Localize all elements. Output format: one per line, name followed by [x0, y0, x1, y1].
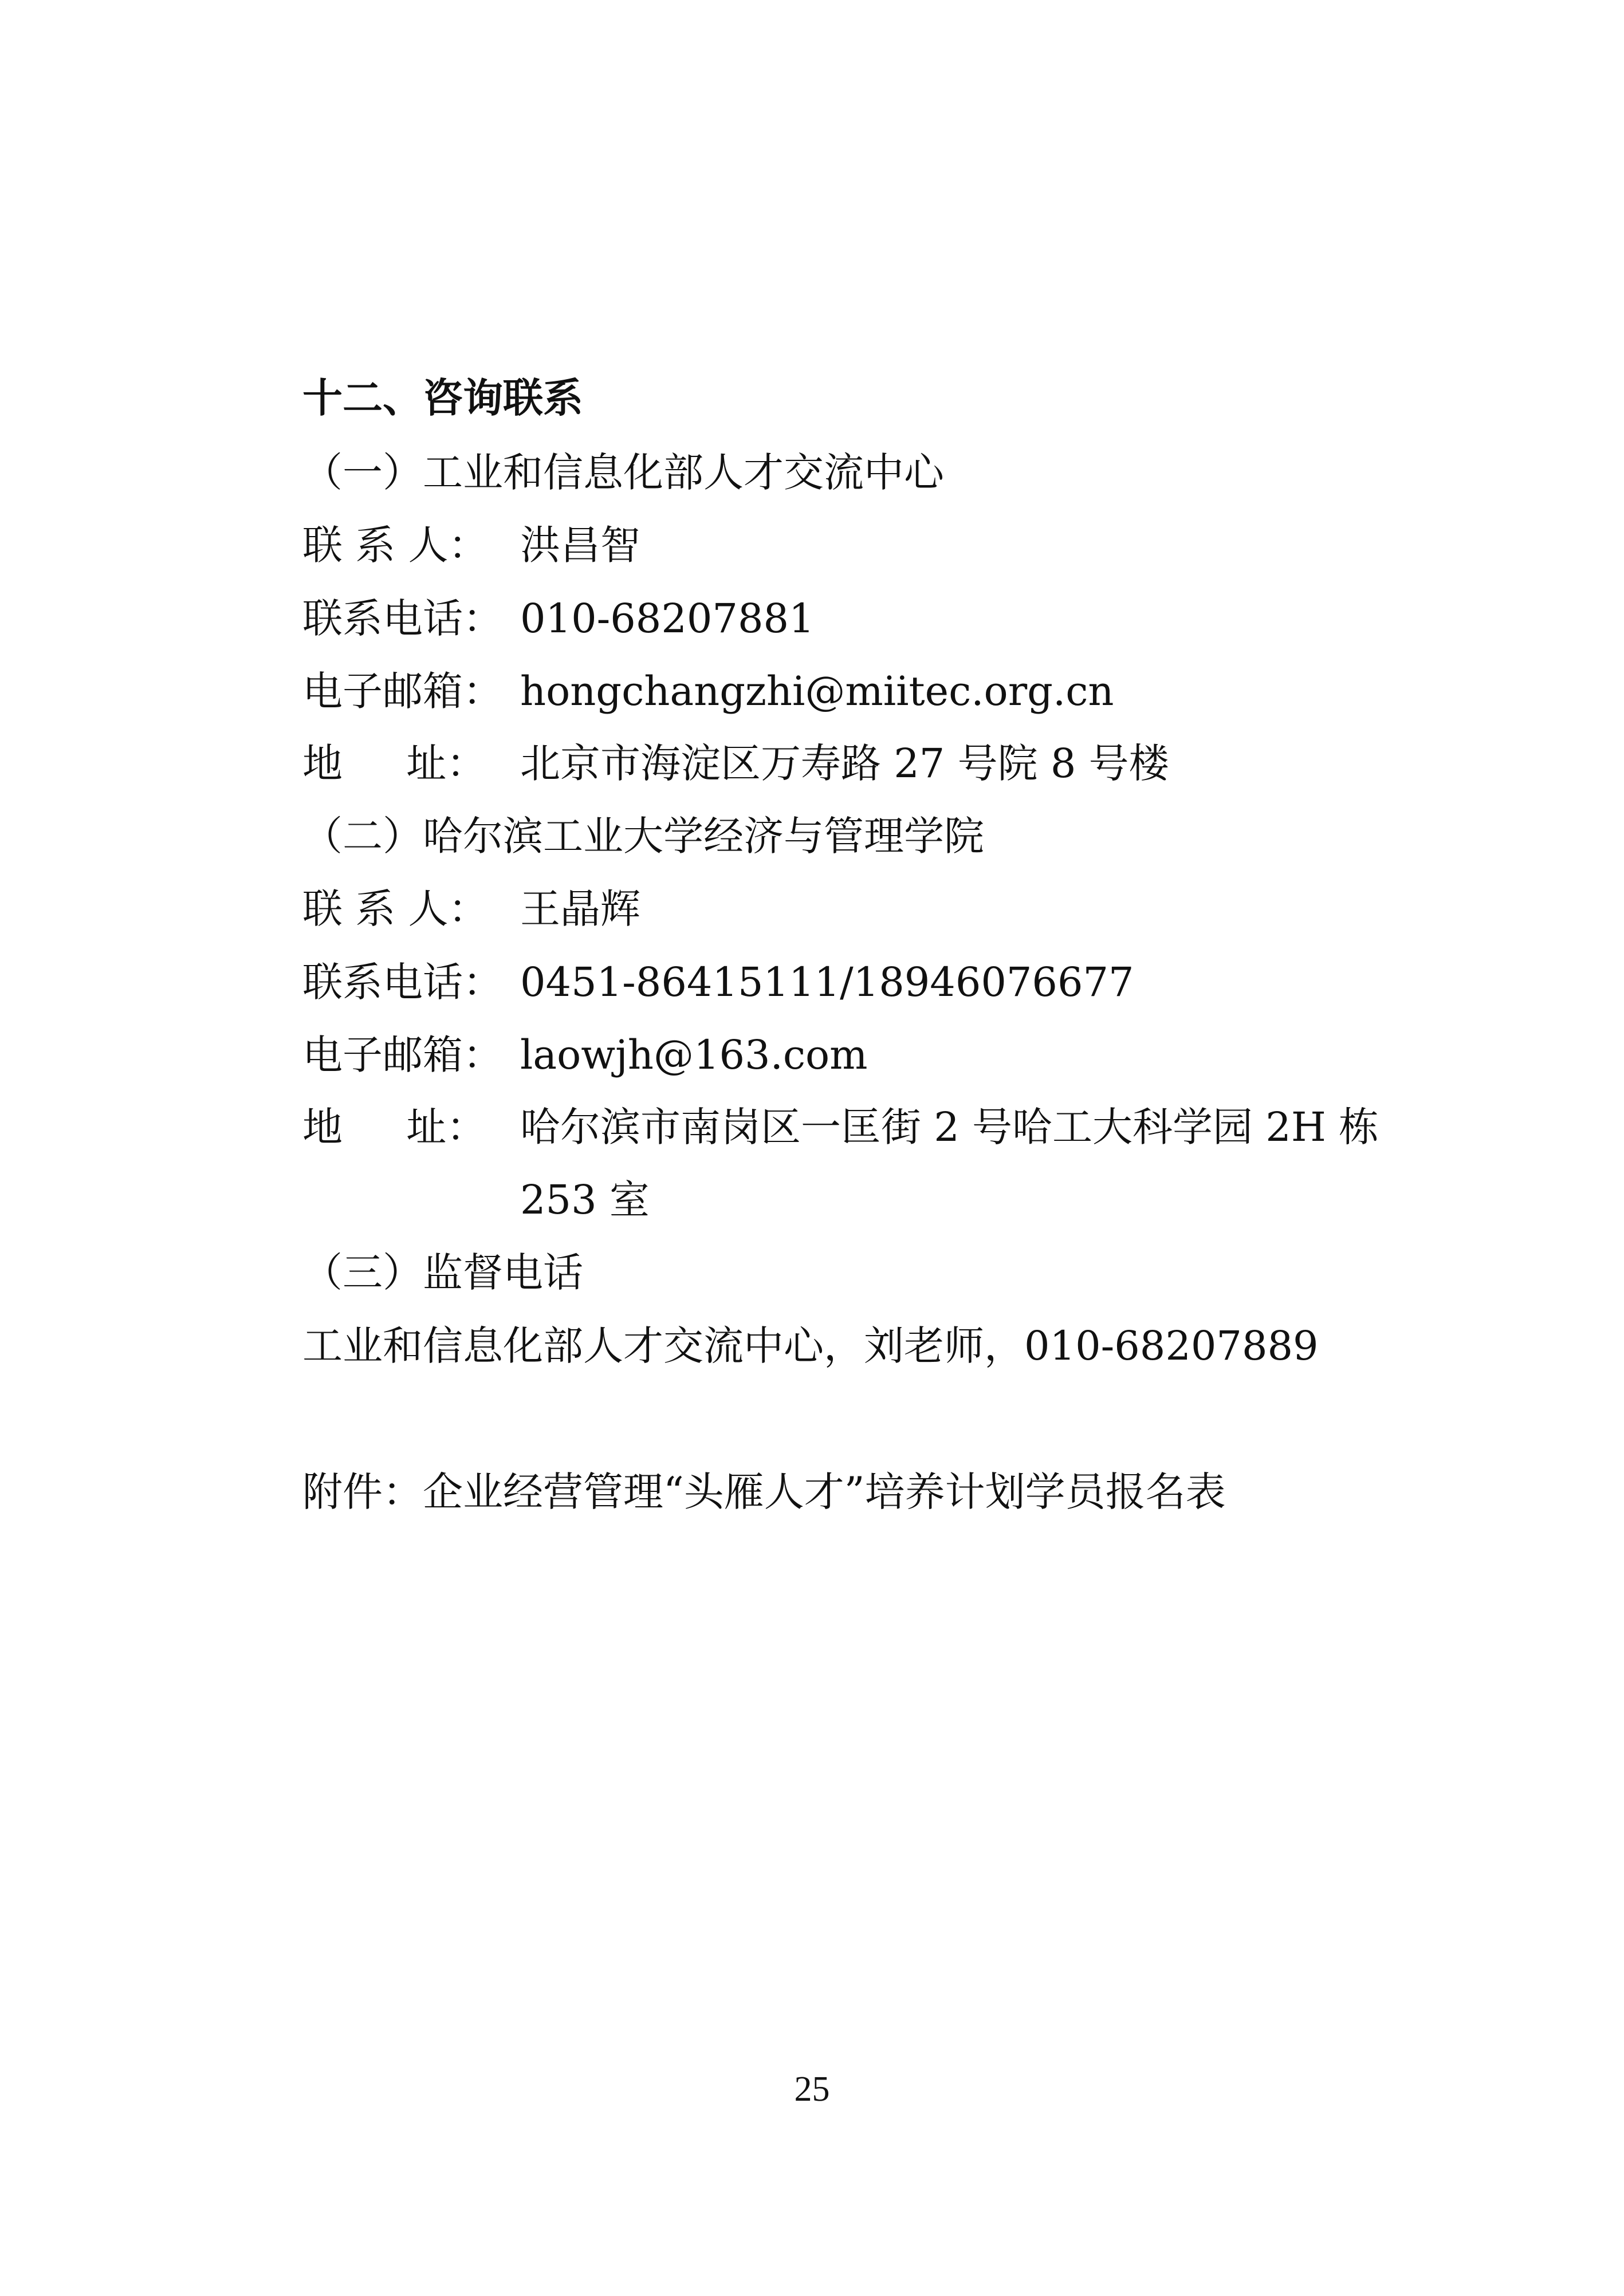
org2-phone-row: [302, 954, 1134, 1011]
attachment-note: 附件：企业经营管理“头雁人才”培养计划学员报名表: [302, 1468, 1226, 1515]
org2-contact-row: [302, 880, 640, 938]
org1-email-label: 电子邮箱：: [302, 668, 503, 715]
org1-contact-value: 洪昌智: [520, 522, 640, 569]
org2-contact-value: 王晶辉: [520, 885, 640, 932]
section-title: 十二、咨询联系: [302, 375, 583, 422]
org1-address-label: 地 址：: [302, 740, 487, 787]
org2-phone-value: 0451-86415111/18946076677: [520, 959, 1134, 1006]
org1-contact-label: 联 系 人：: [302, 522, 489, 569]
org2-address-label: 地 址：: [302, 1104, 487, 1151]
org2-contact-label: 联 系 人：: [302, 885, 489, 932]
org1-phone-label: 联系电话：: [302, 595, 503, 642]
org1-address-row: [302, 735, 1169, 792]
org1-heading: （一）工业和信息化部人才交流中心: [302, 449, 944, 496]
org1-email-row: [302, 663, 1114, 720]
page-number: 25: [794, 2070, 830, 2109]
supervision-heading: （三）监督电话: [302, 1249, 583, 1296]
org2-email-label: 电子邮箱：: [302, 1031, 503, 1078]
org2-address-value: 哈尔滨市南岗区一匡街 2 号哈工大科学园 2H 栋: [520, 1104, 1379, 1151]
org2-email-value: laowjh@163.com: [520, 1031, 868, 1078]
org2-address-continuation: 253 室: [520, 1176, 650, 1223]
org2-address-row: [302, 1098, 1379, 1156]
org1-phone-value: 010-68207881: [520, 595, 815, 642]
org1-address-value: 北京市海淀区万寿路 27 号院 8 号楼: [520, 740, 1169, 787]
org2-email-row: [302, 1026, 868, 1084]
org2-heading: （二）哈尔滨工业大学经济与管理学院: [302, 813, 984, 860]
org2-phone-label: 联系电话：: [302, 959, 503, 1006]
org1-contact-row: [302, 517, 640, 574]
supervision-text: 工业和信息化部人才交流中心，刘老师，010-68207889: [302, 1322, 1319, 1369]
org1-email-value: hongchangzhi@miitec.org.cn: [520, 668, 1114, 715]
org1-phone-row: [302, 590, 815, 647]
